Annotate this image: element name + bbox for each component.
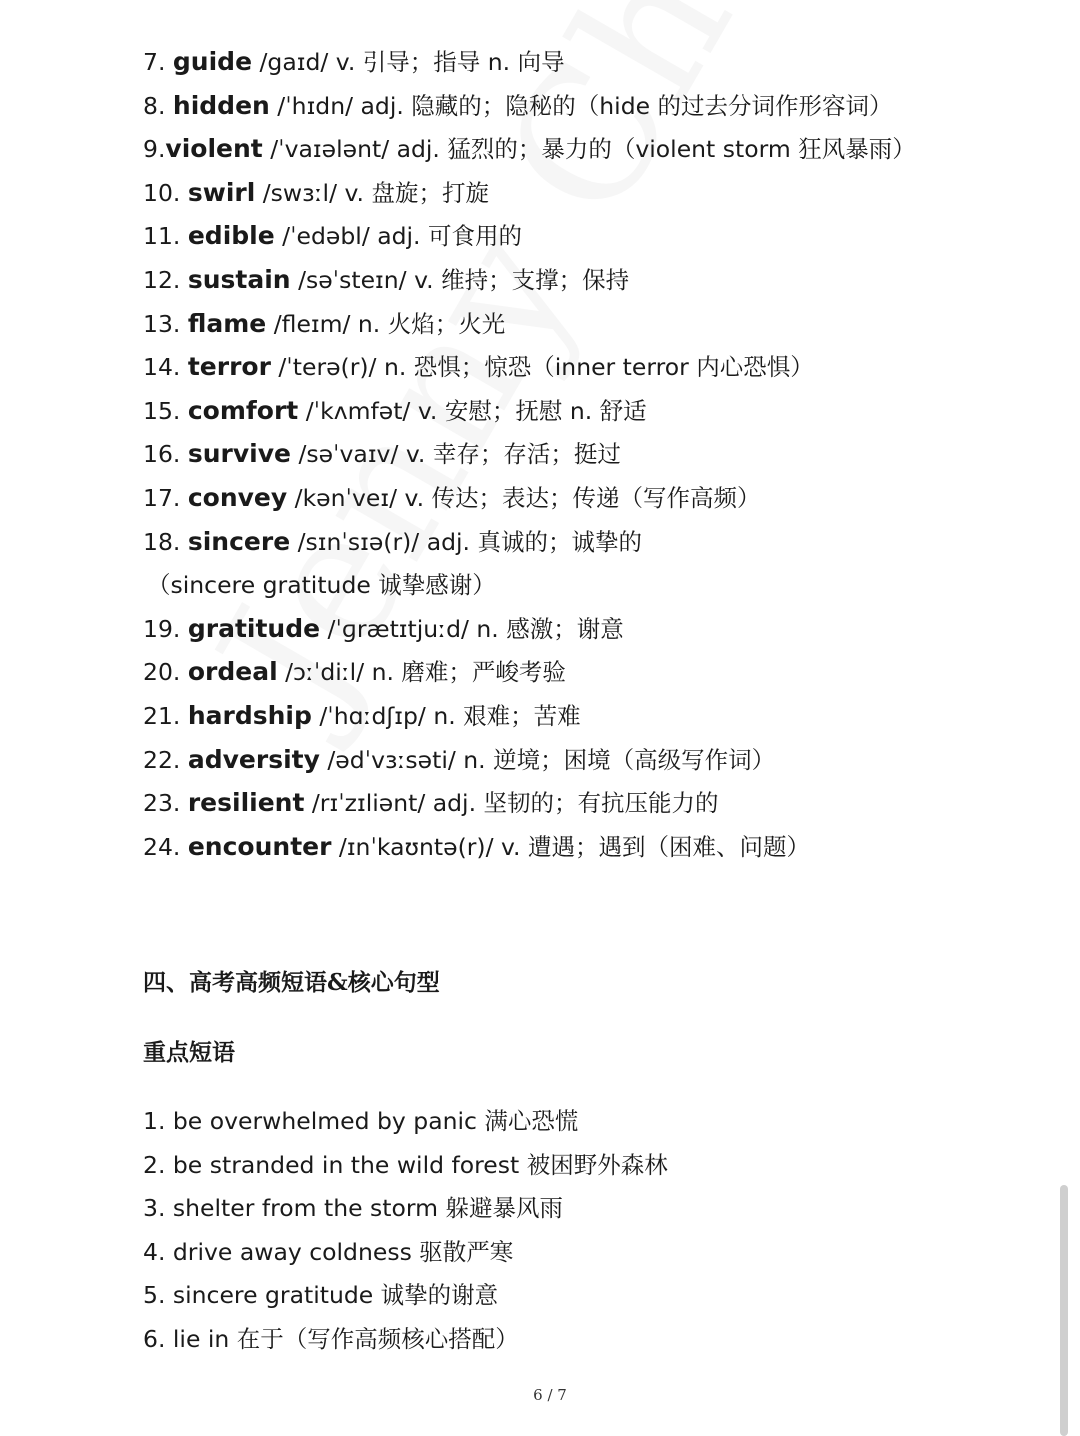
vocab-item: 15. comfort /ˈkʌmfət/ v. 安慰；抚慰 n. 舒适 (143, 395, 647, 425)
vocab-item-continuation: （sincere gratitude 诚挚感谢） (147, 571, 496, 600)
vocab-item: 13. flame /fleɪm/ n. 火焰；火光 (143, 308, 506, 338)
phrase-item: 2. be stranded in the wild forest 被困野外森林 (143, 1150, 668, 1179)
vocab-item: 7. guide /gaɪd/ v. 引导；指导 n. 向导 (143, 47, 565, 76)
phrase-item: 3. shelter from the storm 躲避暴风雨 (143, 1194, 563, 1223)
phrase-item: 1. be overwhelmed by panic 满心恐慌 (143, 1107, 579, 1135)
vocab-item: 21. hardship /ˈhɑːdʃɪp/ n. 艰难；苦难 (143, 700, 581, 730)
vocab-item: 10. swirl /swɜːl/ v. 盘旋；打旋 (143, 177, 490, 207)
vocab-item: 23. resilient /rɪˈzɪliənt/ adj. 坚韧的；有抗压能力的 (143, 788, 719, 818)
vocab-item: 16. survive /səˈvaɪv/ v. 幸存；存活；挺过 (143, 439, 621, 469)
phrase-item: 4. drive away coldness 驱散严寒 (143, 1237, 514, 1266)
vocab-item: 19. gratitude /ˈɡrætɪtjuːd/ n. 感激；谢意 (143, 613, 624, 643)
vocab-item: 20. ordeal /ɔːˈdiːl/ n. 磨难；严峻考验 (143, 657, 566, 687)
vocab-item: 8. hidden /ˈhɪdn/ adj. 隐藏的；隐秘的（hide 的过去分词作形容词） (143, 90, 893, 120)
vocab-item: 17. convey /kənˈveɪ/ v. 传达；表达；传递（写作高频） (143, 482, 761, 512)
page-number: 6 / 7 (533, 1386, 567, 1404)
vocab-item: 18. sincere /sɪnˈsɪə(r)/ adj. 真诚的；诚挚的 (143, 526, 642, 556)
subsection-title: 重点短语 (143, 1039, 235, 1066)
vocab-item: 14. terror /ˈterə(r)/ n. 恐惧；惊恐（inner terror 内心恐惧） (143, 352, 814, 382)
vocabulary-list (143, 40, 1023, 868)
vocab-item: 11. edible /ˈedəbl/ adj. 可食用的 (143, 221, 522, 251)
vocab-item: 12. sustain /səˈsteɪn/ v. 维持；支撑；保持 (143, 264, 630, 294)
phrase-item: 5. sincere gratitude 诚挚的谢意 (143, 1281, 499, 1310)
section-title: 四、高考高频短语&核心句型 (143, 969, 440, 996)
vocab-item: 22. adversity /ədˈvɜːsəti/ n. 逆境；困境（高级写作词） (143, 744, 776, 774)
vocab-item: 9.violent /ˈvaɪələnt/ adj. 猛烈的；暴力的（violent storm 狂风暴雨） (143, 134, 916, 164)
phrase-item: 6. lie in 在于（写作高频核心搭配） (143, 1324, 519, 1353)
vocab-item: 24. encounter /ɪnˈkaʊntə(r)/ v. 遭遇；遇到（困难、问题） (143, 831, 810, 861)
scrollbar-thumb[interactable] (1060, 1185, 1068, 1436)
phrase-list (143, 1100, 1023, 1362)
